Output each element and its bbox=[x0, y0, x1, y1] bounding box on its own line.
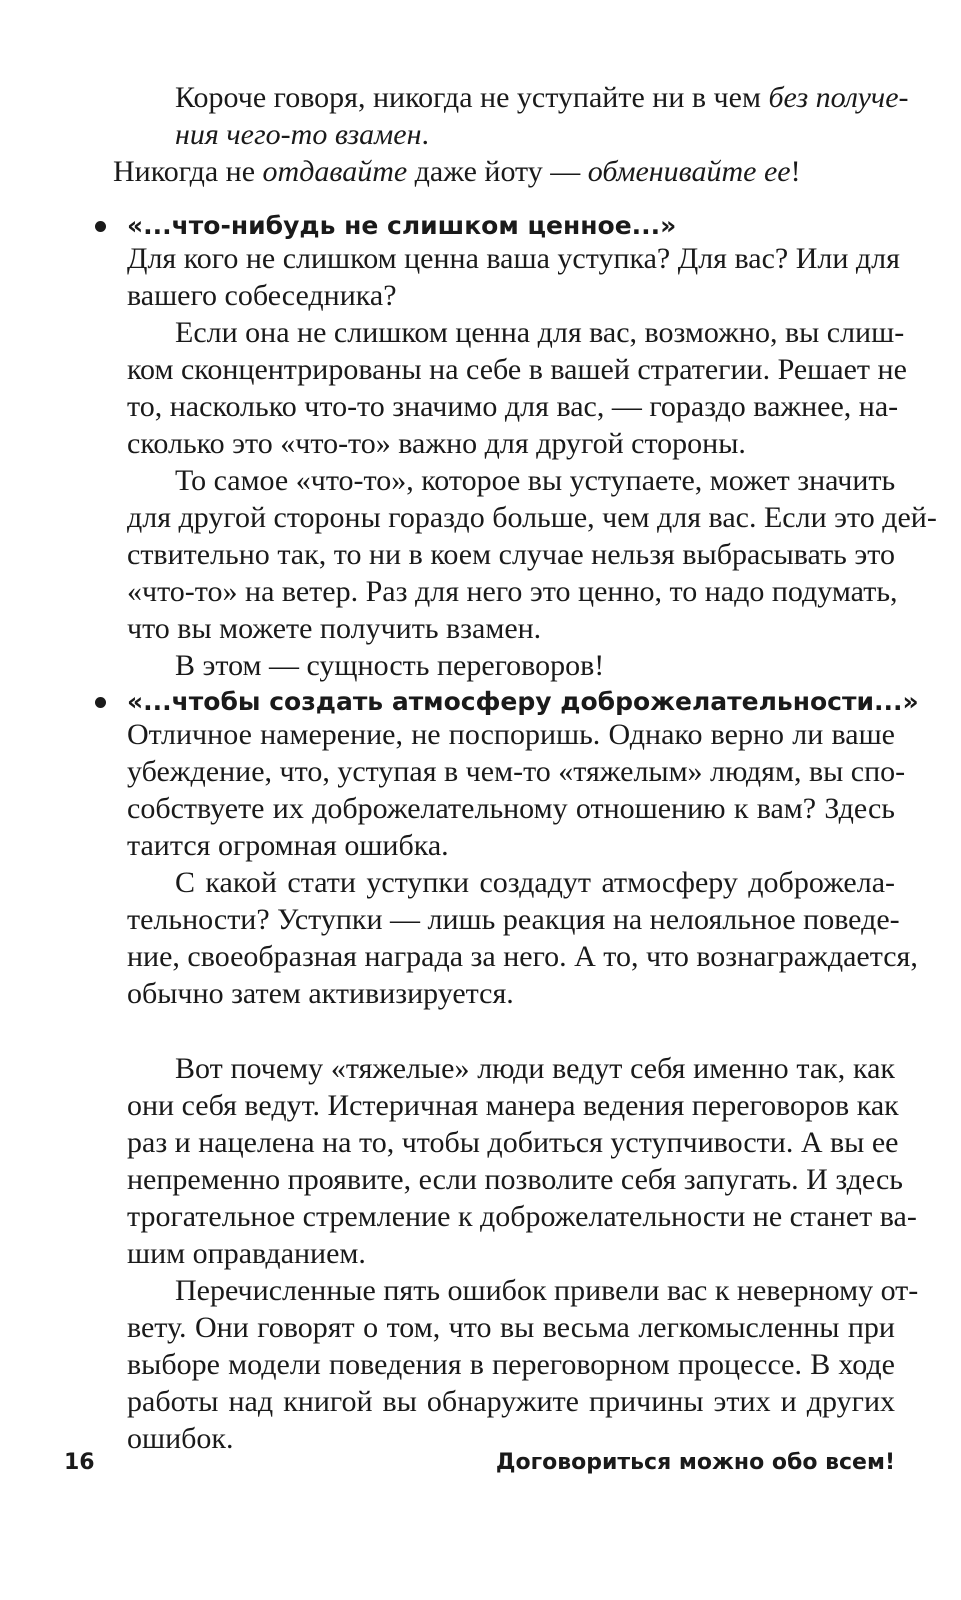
text-span: ! bbox=[790, 155, 801, 188]
paragraph-line: В этом — сущность переговоров! bbox=[175, 649, 605, 682]
paragraph-line: непременно проявите, если позволите себя запугать. И здесь bbox=[127, 1163, 903, 1196]
paragraph-line: Перечисленные пять ошибок привели вас к неверному от- bbox=[175, 1274, 919, 1307]
paragraph-line: ние, своеобразная награда за него. А то, что вознаграждается, bbox=[127, 940, 918, 973]
paragraph-line: что вы можете получить взамен. bbox=[127, 612, 542, 645]
paragraph-line: вету. Они говорят о том, что вы весьма легкомысленны при bbox=[127, 1311, 895, 1344]
paragraph-line: Если она не слишком ценна для вас, возможно, вы слиш- bbox=[175, 316, 905, 349]
paragraph-line: Для кого не слишком ценна ваша уступка? Для вас? Или для bbox=[127, 242, 900, 275]
paragraph-line: работы над книгой вы обнаружите причины этих и других bbox=[127, 1385, 895, 1418]
page-number: 16 bbox=[64, 1450, 95, 1475]
text-span: даже йоту — bbox=[407, 155, 588, 188]
italic-text: без получе- bbox=[768, 81, 909, 114]
paragraph-line: То самое «что-то», которое вы уступаете, может значить bbox=[175, 464, 896, 497]
paragraph-line: «что-то» на ветер. Раз для него это ценно, то надо подумать, bbox=[127, 575, 898, 608]
paragraph-line: ком сконцентрированы на себе в вашей стратегии. Решает не bbox=[127, 353, 907, 386]
italic-text: обменивайте ее bbox=[587, 155, 791, 188]
paragraph-line: Вот почему «тяжелые» люди ведут себя именно так, как bbox=[175, 1052, 895, 1085]
section-heading: «...чтобы создать атмосферу доброжелательности...» bbox=[127, 687, 919, 716]
paragraph-line: вашего собеседника? bbox=[127, 279, 397, 312]
paragraph-line: они себя ведут. Истеричная манера ведения переговоров как bbox=[127, 1089, 899, 1122]
italic-text: отдавайте bbox=[262, 155, 408, 188]
text-span: . bbox=[421, 118, 429, 151]
paragraph-line: выборе модели поведения в переговорном процессе. В ходе bbox=[127, 1348, 895, 1381]
bullet-icon bbox=[95, 697, 106, 708]
paragraph-line: то, насколько что-то значимо для вас, — гораздо важнее, на- bbox=[127, 390, 899, 423]
paragraph-line: убеждение, что, уступая в чем-то «тяжелым» людям, вы спо- bbox=[127, 755, 906, 788]
paragraph-line: трогательное стремление к доброжелательности не станет ва- bbox=[127, 1200, 917, 1233]
text-span: Короче говоря, никогда не уступайте ни в чем bbox=[175, 81, 769, 114]
bullet-icon bbox=[95, 221, 106, 232]
paragraph-line bbox=[175, 116, 429, 153]
running-footer-title: Договориться можно обо всем! bbox=[495, 1450, 895, 1475]
paragraph-line: раз и нацелена на то, чтобы добиться уступчивости. А вы ее bbox=[127, 1126, 899, 1159]
section-heading: «...что-нибудь не слишком ценное...» bbox=[127, 211, 677, 240]
paragraph-line: таится огромная ошибка. bbox=[127, 829, 449, 862]
paragraph-line: Отличное намерение, не поспоришь. Однако верно ли ваше bbox=[127, 718, 895, 751]
paragraph-line: собствуете их доброжелательному отношению к вам? Здесь bbox=[127, 792, 895, 825]
paragraph-line: тельности? Уступки — лишь реакция на нелояльное поведе- bbox=[127, 903, 900, 936]
paragraph-line: сколько это «что-то» важно для другой стороны. bbox=[127, 427, 746, 460]
paragraph-line: для другой стороны гораздо больше, чем для вас. Если это дей- bbox=[127, 501, 937, 534]
paragraph-line: шим оправданием. bbox=[127, 1237, 366, 1270]
paragraph-line: ствительно так, то ни в коем случае нельзя выбрасывать это bbox=[127, 538, 895, 571]
italic-text: ния чего-то взамен bbox=[175, 118, 422, 151]
paragraph-line: ошибок. bbox=[127, 1422, 234, 1455]
paragraph-line bbox=[175, 79, 909, 116]
paragraph-line: С какой стати уступки создадут атмосферу доброжела- bbox=[175, 866, 895, 899]
paragraph-line bbox=[113, 153, 801, 190]
paragraph-line: обычно затем активизируется. bbox=[127, 977, 514, 1010]
text-span: Никогда не bbox=[113, 155, 263, 188]
